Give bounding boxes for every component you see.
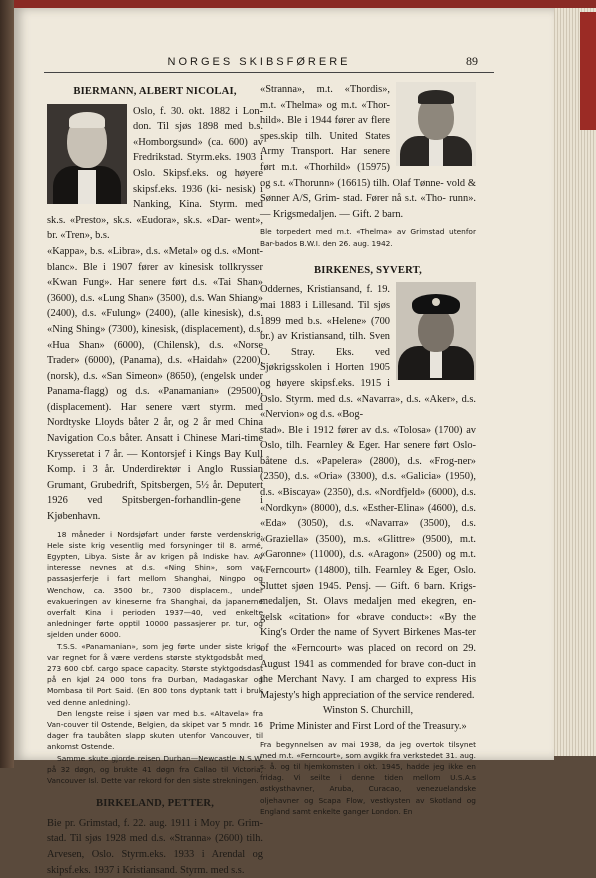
text-line: (700 br.) av Kristiansand, xyxy=(260,315,390,343)
portrait-photo-icon xyxy=(396,82,476,166)
text-line: Oslo, f. 30. okt. 1882 i Lon- xyxy=(133,105,263,117)
text-line: don. Til sjøs 1898 med b.s. xyxy=(133,121,263,133)
text-line: Oddernes, Kristiansand, f. xyxy=(260,284,377,296)
entry-note: Fra begynnelsen av mai 1938, da jeg overtok tilsynet med m.t. «Ferncourt», som avgikk fra verkstedet 31. aug. s. å. og til hjemkomsten i okt. 1945, hadde jeg ikke en fridag. Vi seilte i denne tiden mellom U.S.A.s østkysthavner, Aruba, Curacao, venezuelandske oljehavner og Scapa Flow, vestkysten av Skotland og England samt enkelte ganger London. En xyxy=(260,739,476,816)
book-spine-shadow xyxy=(0,0,14,768)
text-line: av Fredrikstad. Styrm.eks. xyxy=(133,136,263,164)
text-line: hild». Ble i 1944 fører av xyxy=(260,115,371,127)
running-title: NORGES SKIBSFØRERE xyxy=(167,56,351,68)
note-paragraph: Samme skute gjorde reisen Durban—Newcastle N.S.W. på 32 døgn, og brukte 41 døgn fra Callao til Victoria, Vancouver Isl. Dette var rekord for den siste strekningen. xyxy=(47,753,263,786)
text-line: went», br. «Tren», b.s. xyxy=(47,214,263,242)
signature-name: Winston S. Churchill, xyxy=(322,705,414,717)
text-line: vold & Sønner A/S, Grim- xyxy=(260,177,476,205)
note-paragraph: Den lengste reise i sjøen var med b.s. «Altavela» fra Van-couver til Ostende, Belgien, da skipet var 5 mndr. 16 dager fra taubåten slapp skuten utenfor Vancouver, til ankomst Ostende. xyxy=(47,708,263,752)
text-line: 1905 og høyere skipsf.eks. xyxy=(260,362,390,389)
left-column xyxy=(47,82,263,878)
text-line: sk.s. «Eudora», sk.s. «Dar- xyxy=(113,214,235,226)
entry-name-biermann: BIERMANN, ALBERT NICOLAI, xyxy=(73,86,237,97)
entry-body: stad». Ble i 1912 fører av d.s. «Tolosa» (1700) av Oslo, tilh. Fearnley & Eger. Har senere ført Oslo-båtene d.s. «Papelera» (2800), d.s. «Frog-ner» (2350), d.s. «Oria» (3300), d.s. «Galicia» (1950), d.s. «Biscaya» (2350), d.s. «Nordfjeld» (6000), d.s. «Nordkyn» (8000), d.s. «Esther-Elina» (4600), d.s. «Eda» (3050), d.s. «Navarra» (3500), d.s. «Graziella» (3500), m.s. «Glittre» (9500), m.t. «Garonne» (11000), d.s. «Aragon» (2500) og m.t. «Ferncourt» (14800), tilh. Fearnley & Eger, Oslo. Sluttet sjøen 1945. Pensj. — Gift. 6 barn. Krigs-medaljen, St. Olavs medaljen med ekegren, en-gelsk «citation» for «brave conduct»: «By the King's Order the name of Syvert Birkenes Mas-ter of the «Ferncourt» was placed on record on 29. August 1941 as commended for brave con-duct in the Merchant Navy. I am charged to express His Majesty's high appreciation of the service rendered. xyxy=(260,424,476,701)
text-line: m.t. «Thelma» og m.t. «Thor- xyxy=(260,99,390,111)
text-line: 1903 i Oslo. Skipsf.eks. og xyxy=(133,152,263,179)
portrait-photo-captain-icon xyxy=(396,282,476,380)
signature-title: Prime Minister and First Lord of the Treasury.» xyxy=(269,720,467,732)
entry-body: Bie pr. Grimstad, f. 22. aug. 1911 i Moy pr. Grim-stad. Til sjøs 1928 med d.s. «Stranna» (2600) tilh. Arvesen, Oslo. Styrm.eks. 1933 i Arendal og skipsf.eks. 1937 i Kristiansand. Styrm. med s.s. xyxy=(47,817,263,876)
book-page xyxy=(14,8,554,876)
page-number: 89 xyxy=(466,54,478,68)
text-line: høyere skipsf.eks. 1936 (ki- xyxy=(133,167,263,195)
text-line: nesisk) i Nanking, Kina. xyxy=(133,183,263,211)
entry-body: «Kappa», b.s. «Libra», d.s. «Metal» og d.s. «Mont-blanc». Ble i 1907 fører av kinesisk tollkrysser «Kwan Fung». Har senere ført d.s. «Tai Shan» (3600), d.s. «Lung Shan» (3500), d.s. Wan Shiang» (2400), d.s. «Fulung» (2400), (alle kinesisk), d.s. «Ning Shing» (7300), kinesisk, (displacement), d.s. «Hua Shan» (6000), (Chilensk), d.s. «Norse Trader» (6000), (Panama), d.s. «Haidah» (2200), (norsk), d.s. «San Simeon» (8650), (engelsk under Panama-flagg) og d.s. «Panamanian» (29500), (displacement). Har senere vært styrm. med Nordtyske Lloyds båter 2 år, og 2 år med China Navigation Co.s båter. Ansatt i Chinese Mari-time Krysseretat i 7 år. — Kontorsjef i Kings Bay Kull Komp. i 3 år. Underdirektør i Anglo Russian Grumant, Grubedrift, Spitsbergen, 5½ år. Deputert 1926 ved Spitsbergen-forhandlin-gene i Kjøbenhavn. xyxy=(47,245,263,523)
red-bookmark-tab xyxy=(580,12,596,130)
entry-note: Ble torpedert med m.t. «Thelma» av Grimstad utenfor Bar-bados B.W.I. den 26. aug. 1942. xyxy=(260,227,476,248)
text-line: senere ført m.t. «Thorhild» xyxy=(260,146,390,173)
text-line: Styrm. med sk.s. «Presto», xyxy=(47,199,263,226)
text-line: d.s. «Nervion» og d.s. «Bog- xyxy=(260,393,476,421)
entry-name-birkenes: BIRKENES, SYVERT, xyxy=(314,264,422,276)
text-line: (15975) og s.t. «Thorunn» xyxy=(260,161,390,189)
text-line: tilh. Sven O. Stray. Eks. xyxy=(260,331,391,358)
note-paragraph: T.S.S. «Panamanian», som jeg førte under siste krig, var regnet for å være verdens største styktgodsbåt med 273 600 cbf. cargo space capacity. Største styktgodsdast på en kjøl 24 000 tons fra Durban, Madagaskar og Mombasa til Port Said. (En 800 tons dyptank tatt i bruk ved denne anledning). xyxy=(47,641,263,707)
text-line: 19. mai 1883 i Lillesand. Til xyxy=(260,284,390,311)
text-line: «Homborgsund» (ca. 600) xyxy=(133,136,254,148)
text-line: (16615) tilh. Olaf Tønne- xyxy=(337,177,447,189)
text-line: States Army Transport. Har xyxy=(260,130,390,158)
entry-notes xyxy=(47,529,263,787)
text-line: flere spes.skip tilh. United xyxy=(260,115,390,142)
header-rule xyxy=(44,72,494,73)
text-line: runn». — Krigsmedaljen. — Gift. 2 barn. xyxy=(260,193,476,220)
text-line: «Stranna», m.t. «Thordis», xyxy=(260,84,390,95)
text-line: 1915 i Oslo. Styrm. med xyxy=(260,377,390,405)
text-line: stad. Fører nå s.t. «Tho- xyxy=(343,193,450,205)
note-paragraph: 18 måneder i Nordsjøfart under første verdenskrig. Hele siste krig vesentlig med forsyninger til 8. armé, Egypten, Libya. Siste år av krigen på Indiske hav. Av interesse nevnes at d.s. «Ning Shin», som var passasjerferje i fart mellom Shanghai, Ningpo og Wenchow, ca. 3500 br., 7300 displacem., under evakueringen av kineserne fra Shanghai, da japanerne overfalt Kina i perioden 1937—40, ved enkelte anledninger førte opptil 10000 passasjerer pr. tur, og sjelden under 6000. xyxy=(47,529,263,640)
text-line: d.s. «Navarra», d.s. «Aker», xyxy=(338,393,462,405)
right-column xyxy=(260,82,476,817)
text-line: sjøs 1899 med b.s. «Helene» xyxy=(260,299,390,327)
entry-name-birkeland: BIRKELAND, PETTER, xyxy=(95,798,215,810)
text-line: ved Sjøkrigsskolen i Horten xyxy=(260,346,390,374)
portrait-photo-icon xyxy=(47,104,127,204)
